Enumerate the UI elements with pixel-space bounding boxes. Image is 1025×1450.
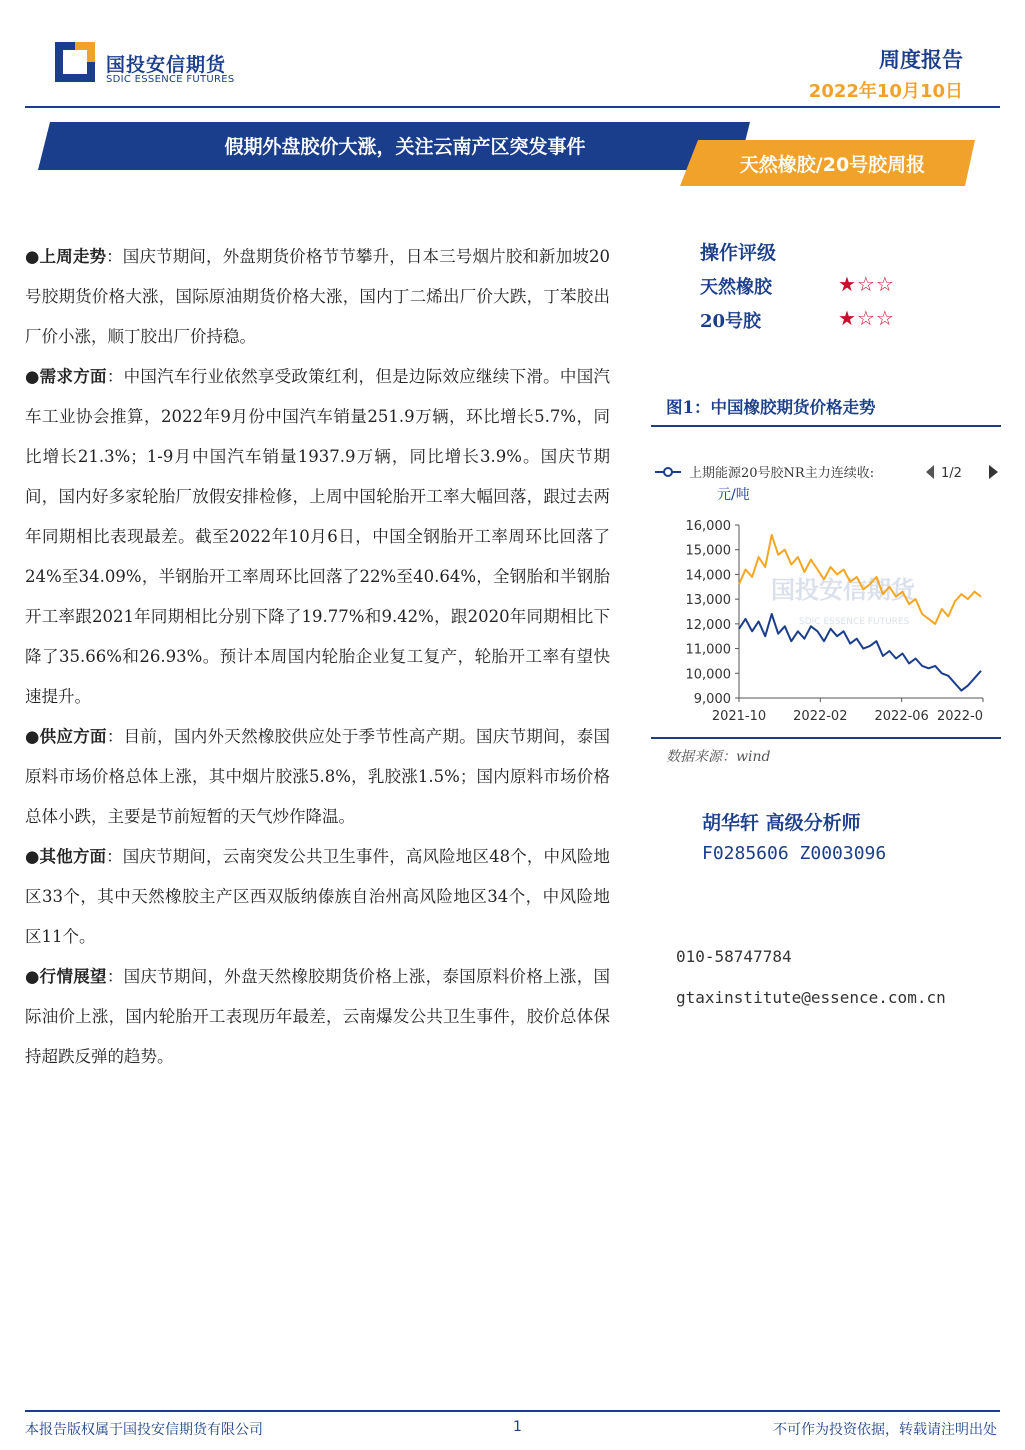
company-name-en: SDIC ESSENCE FUTURES: [106, 74, 235, 85]
rating-stars-natural-rubber: ★☆☆: [838, 272, 895, 296]
report-subtitle: 天然橡胶/20号胶周报: [739, 154, 926, 176]
chart-watermark: 国投安信期货: [771, 576, 915, 604]
rating-label-natural-rubber: 天然橡胶: [700, 277, 772, 298]
y-tick-label: 14,000: [685, 568, 731, 584]
section-heading: ●需求方面: [25, 367, 107, 386]
legend-next-icon[interactable]: [989, 465, 998, 479]
report-type: 周度报告: [879, 48, 963, 72]
company-logo-icon: [55, 42, 95, 82]
section-heading: ●其他方面: [25, 847, 107, 866]
x-tick-label: 2021-10: [711, 709, 767, 724]
chart-series: [739, 535, 981, 691]
y-tick-label: 16,000: [685, 519, 731, 534]
legend-label: 上期能源20号胶NR主力连续收:: [689, 466, 875, 481]
y-axis-unit: 元/吨: [717, 487, 750, 503]
footer-copyright: 本报告版权属于国投安信期货有限公司: [25, 1422, 263, 1438]
rating-title: 操作评级: [700, 242, 777, 264]
section-text: ：国庆节期间，外盘期货价格节节攀升，日本三号烟片胶和新加坡20号胶期货价格大涨，国际原油期货价格大涨，国内丁二烯出厂价大跌，丁苯胶出厂价小涨，顺丁胶出厂价持稳。: [25, 247, 610, 346]
section-heading: ●上周走势: [25, 247, 107, 266]
y-tick-label: 12,000: [685, 617, 731, 633]
legend-pager: 1/2: [941, 466, 962, 481]
page-number: 1: [513, 1419, 522, 1435]
report-date: 2022年10月10日: [808, 81, 963, 102]
y-axis-ticks: [686, 519, 740, 707]
y-tick-label: 11,000: [685, 642, 731, 658]
figure-title: 图1：中国橡胶期货价格走势: [666, 398, 876, 417]
section-other: [25, 837, 610, 957]
y-tick-label: 13,000: [685, 593, 731, 609]
y-tick-label: 9,000: [693, 692, 731, 707]
y-tick-label: 10,000: [685, 667, 731, 683]
x-tick-label: 2022-06: [874, 709, 929, 724]
figure-top-divider: [651, 425, 1001, 427]
legend-marker-icon: [664, 468, 672, 476]
figure-bottom-divider: [651, 737, 1001, 739]
header-divider: [25, 106, 1000, 108]
chart-watermark-en: SDIC ESSENCE FUTURES: [799, 617, 910, 627]
company-name-cn: 国投安信期货: [106, 54, 227, 76]
y-tick-label: 15,000: [685, 543, 731, 559]
x-axis-ticks: [712, 698, 983, 724]
footer-disclaimer: 不可作为投资依据，转载请注明出处: [773, 1422, 997, 1438]
analyst-name: 胡华轩 高级分析师: [702, 812, 861, 834]
report-body: [25, 237, 610, 1077]
x-tick-label: 2022-02: [793, 709, 848, 724]
contact-email[interactable]: gtaxinstitute@essence.com.cn: [676, 988, 946, 1007]
section-text: ：国庆节期间，云南突发公共卫生事件，高风险地区48个，中风险地区33个，其中天然橡胶主产区西双版纳傣族自治州高风险地区34个，中风险地区11个。: [25, 847, 610, 946]
footer-divider: [25, 1410, 1000, 1412]
legend-prev-icon[interactable]: [926, 465, 934, 479]
price-chart: [651, 448, 1001, 738]
analyst-license-ids: F0285606 Z0003096: [702, 843, 887, 864]
section-outlook: [25, 957, 610, 1077]
section-supply: [25, 717, 610, 837]
rating-label-nr20: 20号胶: [700, 311, 762, 332]
section-heading: ●供应方面: [25, 727, 107, 746]
section-demand: [25, 357, 610, 717]
data-source-note: 数据来源：wind: [666, 749, 771, 765]
section-weekly-trend: [25, 237, 610, 357]
section-text: ：中国汽车行业依然享受政策红利，但是边际效应继续下滑。中国汽车工业协会推算，2022年9月份中国汽车销量251.9万辆，环比增长5.7%，同比增长21.3%；1-9月中国汽车销量1937.9万辆，同比增长3.9%。国庆节期间，国内好多家轮胎厂放假安排检修，上周中国轮胎开工率大幅回落，跟过去两年同期相比表现最差。截至2022年10月6日，中国全钢胎开工率周环比回落了24%至34.09%，半钢胎开工率周环比回落了22%至40.64%，全钢胎和半钢胎开工率跟2021年同期相比分别下降了19.77%和9.42%，跟2020年同期相比下降了35.66%和26.93%。预计本周国内轮胎企业复工复产，轮胎开工率有望快速提升。: [25, 367, 610, 706]
section-text: ：国庆节期间，外盘天然橡胶期货价格上涨，泰国原料价格上涨，国际油价上涨，国内轮胎开工表现历年最差，云南爆发公共卫生事件，胶价总体保持超跌反弹的趋势。: [25, 967, 610, 1066]
section-text: ：目前，国内外天然橡胶供应处于季节性高产期。国庆节期间，泰国原料市场价格总体上涨，其中烟片胶涨5.8%，乳胶涨1.5%；国内原料市场价格总体小跌，主要是节前短暂的天气炒作降温。: [25, 727, 610, 826]
rating-stars-nr20: ★☆☆: [838, 306, 895, 330]
report-title: 假期外盘胶价大涨，关注云南产区突发事件: [224, 136, 586, 158]
x-tick-label: 2022-0: [936, 709, 983, 724]
contact-phone: 010-58747784: [676, 947, 792, 966]
section-heading: ●行情展望: [25, 967, 107, 986]
